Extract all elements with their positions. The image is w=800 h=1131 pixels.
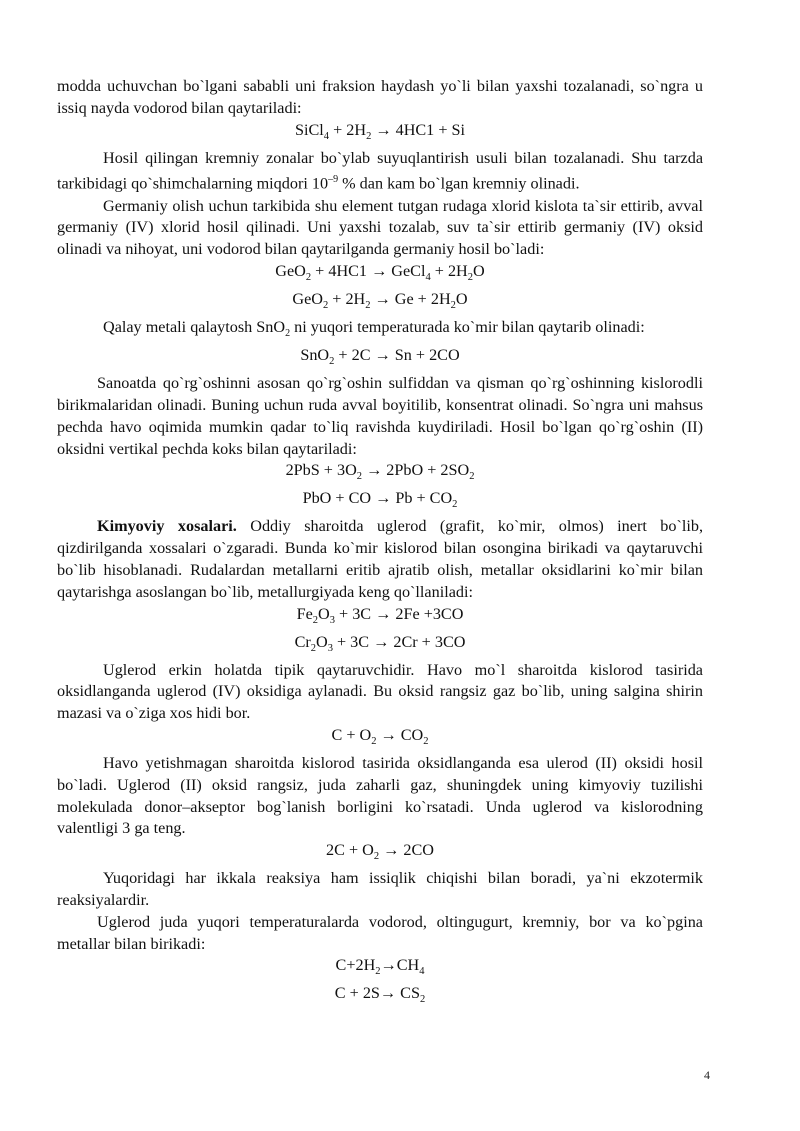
equation-text: O [316,632,328,651]
equation-subscript: 2 [373,851,380,863]
equation-text: SiCl [295,120,324,139]
equation-text: + 3C → 2Fe +3CO [334,604,464,623]
equation-subscript: 2 [452,499,458,511]
equation-pbo-reduction [57,488,703,516]
equation-text: + 2C → Sn + 2CO [334,346,460,365]
equation-subscript: 2 [371,736,377,748]
equation-pbs-roasting [57,460,703,488]
equation-text: SnO [300,346,330,365]
equation-text: → 2CO [379,841,434,860]
equation-text: C + O [331,726,372,745]
equation-subscript: 2 [450,300,456,312]
equation-text: GeO [292,290,323,309]
paragraph-germanium: Germaniy olish uchun tarkibida shu element tutgan rudaga xlorid kislota ta`sir ettirib, avval germaniy (IV) xlorid hosil qilinadi. Uni yaxshi tozalab, suv ta`sir ettirib germaniy (IV) oksid olinadi va nihoyat, uni vodorod bilan qaytarilganda germaniy hosil bo`ladi: [57,196,703,259]
equation-subscript: 3 [327,642,333,654]
equation-geo2-hcl [57,261,703,289]
equation-text: O [455,290,468,309]
paragraph-silicon-purification: modda uchuvchan bo`lgani sababli uni fraksion haydash yo`li bilan yaxshi tozalanadi, so`ngra u issiq nayda vodorod bilan qaytariladi: [57,77,703,117]
equation-geo2-h2 [57,289,703,317]
equation-text: GeO [275,262,306,280]
equation-carbon-combustion [57,725,703,753]
equation-sicl4-reduction [57,120,703,148]
equation-text: → 2PbO + 2SO [362,461,470,480]
equation-subscript: 2 [375,966,381,978]
equation-text: → Ge + 2H [370,290,451,309]
text: % dan kam bo`lgan kremniy olinadi. [338,174,580,193]
equation-subscript: 2 [469,471,475,483]
equation-subscript: 4 [323,130,330,142]
equation-methane [57,955,703,983]
equation-subscript: 2 [423,736,429,748]
equation-text: Cr [294,632,311,651]
paragraph-tin [57,317,703,345]
document-page [57,76,703,1012]
equation-text: C + 2S→ CS [334,984,420,1003]
equation-text: → 4HC1 + Si [371,120,465,139]
equation-text: O [473,262,485,280]
equation-text: → CO [376,726,424,745]
equation-text: O [318,604,330,623]
equation-sno2-reduction [57,345,703,373]
equation-text: Fe [296,604,313,623]
subscript: 2 [285,328,291,340]
paragraph-chemical-properties [57,516,703,603]
text: ni yuqori temperaturada ko`mir bilan qaytarib olinadi: [290,318,645,337]
paragraph-carbon-reducer: Uglerod erkin holatda tipik qaytaruvchidir. Havo mo`l sharoitda kislorod tasirida oksidlanganda uglerod (IV) oksidiga aylanadi. Bu oksid rangsiz gaz bo`lib, uning salgina shirin mazasi va o`ziga xos hidi bor. [57,660,703,723]
paragraph-carbon-monoxide: Havo yetishmagan sharoitda kislorod tasirida oksidlanganda esa ulerod (II) oksidi hosil bo`ladi. Uglerod (II) oksid rangsiz, juda zaharli gaz, shuningdek uning kimyoviy tuzilishi molekulada donor–akseptor bog`lanish borligini ko`rsatadi. Unda uglerod va kislorodning valentligi 3 ga teng. [57,754,703,838]
equation-text: + 2H [329,120,367,139]
paragraph-lead: Sanoatda qo`rg`oshinni asosan qo`rg`oshin sulfiddan va qisman qo`rg`oshinning kislorodli birikmalaridan olinadi. Buning uchun ruda avval boyitilib, konsentrat olinadi. So`ngra uni mahsus pechda havo oqimida mumkin qadar to`liq ravishda kuydiriladi. Hosil bo`lgan qo`rg`oshin (II) oksidni vertikal pechda koks bilan qaytariladi: [57,374,703,458]
equation-subscript: 2 [329,356,335,368]
equation-incomplete-combustion [57,840,703,868]
equation-text: 2PbS + 3O [285,461,357,480]
equation-text: + 2H [430,262,468,280]
equation-subscript: 2 [467,272,473,284]
equation-subscript: 3 [329,614,335,626]
equation-subscript: 2 [365,300,371,312]
equation-text: →CH [380,956,420,975]
equation-text: + 3C → 2Cr + 3CO [332,632,466,651]
equation-subscript: 2 [310,642,316,654]
equation-carbon-disulfide [57,983,703,1011]
equation-subscript: 2 [322,300,329,312]
equation-text: PbO + CO → Pb + CO [302,489,453,508]
equation-subscript: 2 [356,471,363,483]
equation-fe2o3-reduction [57,604,703,632]
text: Hosil qilingan kremniy zonalar bo`ylab suyuqlantirish usuli bilan tozalanadi. Shu tarzda tarkibidagi qo`shimchalarning miqdori 10 [57,148,703,193]
equation-subscript: 2 [305,272,312,284]
equation-text: + 2H [328,290,366,309]
equation-subscript: 2 [366,130,372,142]
text: Oddiy sharoitda uglerod (grafit, ko`mir, olmos) inert bo`lib, qizdirilganda xossalari o`zgaradi. Bunda ko`mir kislorod bilan osongina birikadi va qaytaruvchi bo`lib hisoblanadi. Rudalardan metallarni eritib ajratib olish, metallar oksidlarini ko`mir bilan qaytarishga asoslangan bo`lib, metallurgiyada keng qo`llaniladi: [57,517,703,601]
equation-subscript: 4 [425,272,431,284]
equation-text: C+2H [335,956,376,975]
equation-text: + 4HC1 → GeCl [311,262,426,280]
equation-subscript: 2 [312,614,319,626]
equation-subscript: 4 [419,966,425,978]
section-heading: Kimyoviy xosalari. [97,517,237,536]
equation-subscript: 2 [419,994,426,1006]
page-number: 4 [704,1068,710,1082]
superscript: –9 [328,174,339,186]
text: Qalay metali qalaytosh SnO [103,318,286,337]
paragraph-carbon-compounds: Uglerod juda yuqori temperaturalarda vodorod, oltingugurt, kremniy, bor va ko`pgina metallar bilan birikadi: [57,912,703,953]
equation-cr2o3-reduction [57,632,703,660]
equation-text: 2C + O [326,841,374,860]
paragraph-zone-melting [57,148,703,196]
paragraph-exothermic: Yuqoridagi har ikkala reaksiya ham issiqlik chiqishi bilan boradi, ya`ni ekzotermik reaksiyalardir. [57,869,703,910]
